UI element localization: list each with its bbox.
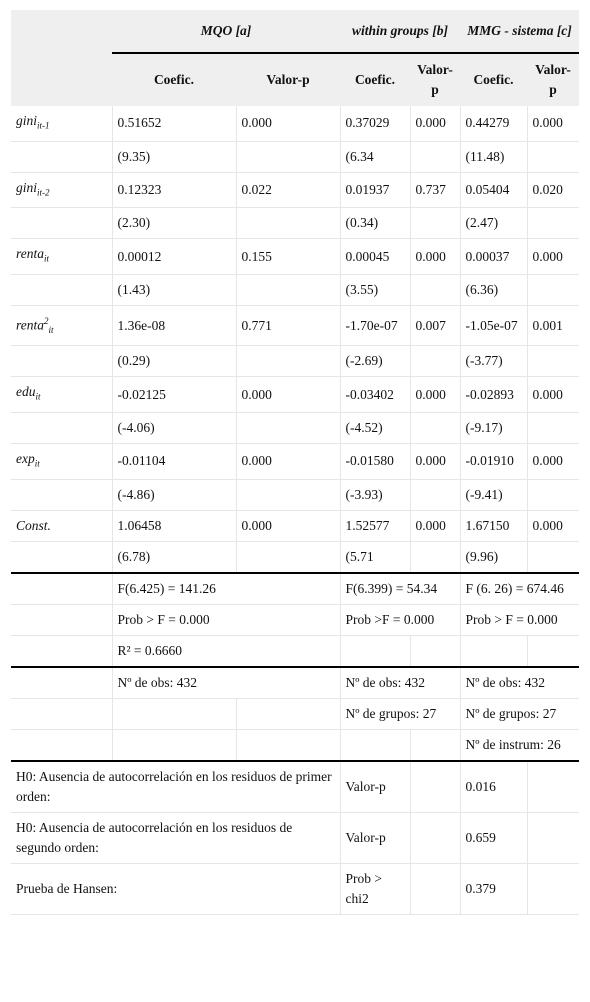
variable-subscript: it [34, 458, 40, 469]
header-empty-cell [11, 10, 112, 106]
coef-within: -1.70e-07 [340, 306, 410, 346]
empty-cell [527, 141, 579, 172]
coef-row [11, 306, 579, 346]
group-header-mqo: MQO [a] [112, 10, 340, 53]
empty-cell [340, 635, 410, 667]
col-header-pval: Valor-p [410, 53, 460, 106]
group-header-mmg: MMG - sistema [c] [460, 10, 579, 53]
variable-name [11, 239, 112, 275]
empty-cell [11, 698, 112, 729]
tstat-row [11, 208, 579, 239]
empty-cell [410, 479, 460, 510]
group-header-within: within groups [b] [340, 10, 460, 53]
pval-mqo: 0.000 [236, 106, 340, 141]
variable-name [11, 377, 112, 413]
empty-cell [112, 698, 236, 729]
test-label: H0: Ausencia de autocorrelación en los residuos de primer orden: [11, 761, 340, 813]
groups-mmg: Nº de grupos: 27 [460, 698, 579, 729]
empty-cell [340, 729, 410, 761]
test-label: H0: Ausencia de autocorrelación en los residuos de segundo orden: [11, 812, 340, 863]
empty-cell [410, 541, 460, 573]
coef-mqo: 0.00012 [112, 239, 236, 275]
pval-mqo: 0.000 [236, 377, 340, 413]
variable-subscript: it-1 [37, 120, 50, 131]
tstat-mmg: (-3.77) [460, 346, 527, 377]
pval-mmg: 0.001 [527, 306, 579, 346]
empty-cell [527, 479, 579, 510]
pval-within: 0.000 [410, 443, 460, 479]
variable-label: exp [16, 450, 35, 466]
coef-within: 0.00045 [340, 239, 410, 275]
prob-f-within: Prob >F = 0.000 [340, 604, 460, 635]
empty-cell [527, 208, 579, 239]
tstat-mmg: (9.96) [460, 541, 527, 573]
tstat-row [11, 275, 579, 306]
col-header-coef: Coefic. [340, 53, 410, 106]
empty-cell [410, 729, 460, 761]
empty-cell [410, 812, 460, 863]
empty-cell [410, 863, 460, 914]
pval-within: 0.000 [410, 239, 460, 275]
empty-cell [410, 635, 460, 667]
variable-label: gini [16, 113, 38, 128]
tstat-row [11, 479, 579, 510]
empty-cell [236, 208, 340, 239]
empty-cell [236, 275, 340, 306]
tstat-within: (5.71 [340, 541, 410, 573]
variable-subscript: it [44, 254, 50, 265]
test-value: 0.379 [460, 863, 527, 914]
tstat-mmg: (2.47) [460, 208, 527, 239]
variable-subscript: it [48, 325, 54, 336]
empty-cell [11, 275, 112, 306]
tstat-within: (6.34 [340, 141, 410, 172]
coef-within: 0.37029 [340, 106, 410, 141]
f-stat-row [11, 573, 579, 605]
empty-cell [11, 604, 112, 635]
pval-within: 0.000 [410, 377, 460, 413]
coef-row [11, 172, 579, 208]
empty-cell [11, 729, 112, 761]
pval-mqo: 0.000 [236, 443, 340, 479]
empty-cell [410, 208, 460, 239]
empty-cell [11, 208, 112, 239]
groups-within: Nº de grupos: 27 [340, 698, 460, 729]
f-stat-mqo: F(6.425) = 141.26 [112, 573, 340, 605]
empty-cell [236, 729, 340, 761]
empty-cell [527, 761, 579, 813]
empty-cell [410, 412, 460, 443]
tstat-mqo: (0.29) [112, 346, 236, 377]
variable-subscript: it [35, 391, 41, 402]
tstat-row [11, 541, 579, 573]
pval-mmg: 0.000 [527, 510, 579, 541]
tstat-mqo: (-4.86) [112, 479, 236, 510]
tstat-mqo: (9.35) [112, 141, 236, 172]
variable-name [11, 106, 112, 141]
prob-f-row [11, 604, 579, 635]
variable-superscript: 2 [44, 316, 49, 327]
coef-within: 1.52577 [340, 510, 410, 541]
pval-mmg: 0.000 [527, 239, 579, 275]
obs-row [11, 667, 579, 699]
coef-within: -0.01580 [340, 443, 410, 479]
coef-mqo: 1.06458 [112, 510, 236, 541]
col-header-pval: Valor-p [527, 53, 579, 106]
tstat-mqo: (1.43) [112, 275, 236, 306]
pval-mmg: 0.000 [527, 377, 579, 413]
tstat-mqo: (6.78) [112, 541, 236, 573]
pval-mqo: 0.022 [236, 172, 340, 208]
empty-cell [112, 729, 236, 761]
tstat-mmg: (-9.41) [460, 479, 527, 510]
coef-within: 0.01937 [340, 172, 410, 208]
variable-subscript: it-2 [37, 187, 50, 198]
test-stat-label: Prob > chi2 [340, 863, 410, 914]
variable-label: Const. [16, 517, 51, 533]
empty-cell [11, 412, 112, 443]
empty-cell [410, 761, 460, 813]
coef-mmg: 0.00037 [460, 239, 527, 275]
col-header-coef: Coefic. [112, 53, 236, 106]
coef-mqo: -0.02125 [112, 377, 236, 413]
coef-row [11, 377, 579, 413]
r-squared-row [11, 635, 579, 667]
empty-cell [11, 346, 112, 377]
tstat-within: (3.55) [340, 275, 410, 306]
pval-mmg: 0.000 [527, 106, 579, 141]
col-header-coef: Coefic. [460, 53, 527, 106]
tstat-within: (-4.52) [340, 412, 410, 443]
obs-mqo: Nº de obs: 432 [112, 667, 340, 699]
regression-table-container [11, 0, 579, 915]
coef-mmg: -0.02893 [460, 377, 527, 413]
variable-label: renta [16, 317, 44, 333]
prob-f-mmg: Prob > F = 0.000 [460, 604, 579, 635]
empty-cell [527, 812, 579, 863]
r-squared-mqo: R² = 0.6660 [112, 635, 340, 667]
coef-row [11, 510, 579, 541]
coef-mmg: 1.67150 [460, 510, 527, 541]
coef-mmg: 0.44279 [460, 106, 527, 141]
test-value: 0.659 [460, 812, 527, 863]
test-stat-label: Valor-p [340, 761, 410, 813]
pval-mqo: 0.771 [236, 306, 340, 346]
pval-within: 0.007 [410, 306, 460, 346]
tstat-within: (-2.69) [340, 346, 410, 377]
pval-within: 0.000 [410, 106, 460, 141]
obs-mmg: Nº de obs: 432 [460, 667, 579, 699]
header-row-groups [11, 10, 579, 53]
tstat-mqo: (-4.06) [112, 412, 236, 443]
empty-cell [11, 141, 112, 172]
variable-label: edu [16, 384, 36, 400]
empty-cell [410, 275, 460, 306]
empty-cell [527, 346, 579, 377]
empty-cell [236, 698, 340, 729]
empty-cell [527, 635, 579, 667]
test-row [11, 761, 579, 813]
regression-results-table [11, 10, 579, 915]
tstat-mmg: (6.36) [460, 275, 527, 306]
empty-cell [460, 635, 527, 667]
obs-within: Nº de obs: 432 [340, 667, 460, 699]
pval-within: 0.737 [410, 172, 460, 208]
instruments-mmg: Nº de instrum: 26 [460, 729, 579, 761]
f-stat-mmg: F (6. 26) = 674.46 [460, 573, 579, 605]
empty-cell [11, 541, 112, 573]
empty-cell [236, 412, 340, 443]
prob-f-mqo: Prob > F = 0.000 [112, 604, 340, 635]
empty-cell [11, 635, 112, 667]
coef-mmg: -0.01910 [460, 443, 527, 479]
tstat-within: (0.34) [340, 208, 410, 239]
empty-cell [236, 541, 340, 573]
coef-mqo: 0.51652 [112, 106, 236, 141]
pval-within: 0.000 [410, 510, 460, 541]
test-label: Prueba de Hansen: [11, 863, 340, 914]
empty-cell [11, 479, 112, 510]
pval-mmg: 0.000 [527, 443, 579, 479]
test-value: 0.016 [460, 761, 527, 813]
variable-name [11, 443, 112, 479]
variable-label: gini [16, 179, 38, 195]
empty-cell [527, 412, 579, 443]
variable-name [11, 172, 112, 208]
empty-cell [236, 141, 340, 172]
tstat-mqo: (2.30) [112, 208, 236, 239]
coef-mqo: 1.36e-08 [112, 306, 236, 346]
tstat-mmg: (11.48) [460, 141, 527, 172]
col-header-pval: Valor-p [236, 53, 340, 106]
coef-row [11, 106, 579, 141]
coef-mmg: 0.05404 [460, 172, 527, 208]
empty-cell [527, 541, 579, 573]
empty-cell [527, 863, 579, 914]
tstat-mmg: (-9.17) [460, 412, 527, 443]
empty-cell [410, 141, 460, 172]
tstat-row [11, 412, 579, 443]
f-stat-within: F(6.399) = 54.34 [340, 573, 460, 605]
test-row [11, 812, 579, 863]
groups-row [11, 698, 579, 729]
empty-cell [11, 573, 112, 605]
coef-within: -0.03402 [340, 377, 410, 413]
empty-cell [11, 667, 112, 699]
empty-cell [527, 275, 579, 306]
empty-cell [236, 346, 340, 377]
coef-mqo: 0.12323 [112, 172, 236, 208]
instruments-row [11, 729, 579, 761]
empty-cell [236, 479, 340, 510]
empty-cell [410, 346, 460, 377]
pval-mqo: 0.000 [236, 510, 340, 541]
variable-name [11, 306, 112, 346]
coef-row [11, 443, 579, 479]
coef-row [11, 239, 579, 275]
coef-mmg: -1.05e-07 [460, 306, 527, 346]
pval-mmg: 0.020 [527, 172, 579, 208]
tstat-row [11, 141, 579, 172]
tstat-within: (-3.93) [340, 479, 410, 510]
test-row [11, 863, 579, 914]
variable-name [11, 510, 112, 541]
variable-label: renta [16, 246, 44, 262]
test-stat-label: Valor-p [340, 812, 410, 863]
pval-mqo: 0.155 [236, 239, 340, 275]
coef-mqo: -0.01104 [112, 443, 236, 479]
tstat-row [11, 346, 579, 377]
